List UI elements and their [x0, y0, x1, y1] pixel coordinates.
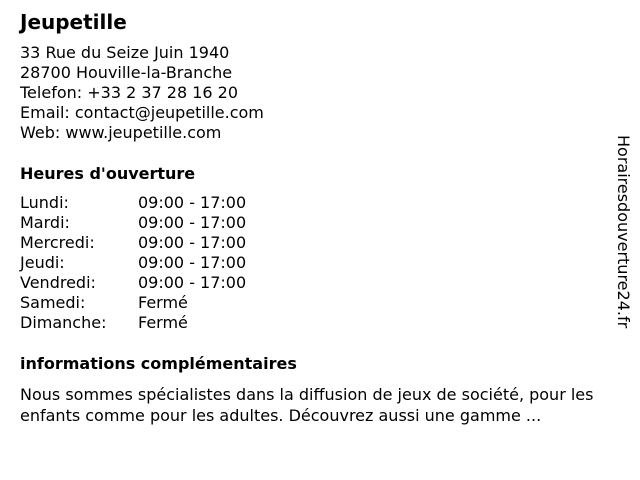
day-label: Jeudi: [20, 253, 65, 272]
day-label: Lundi: [20, 193, 69, 212]
email-line: Email: contact@jeupetille.com [20, 103, 264, 122]
day-label: Samedi: [20, 293, 86, 312]
hours-value: Fermé [138, 313, 188, 332]
day-label: Mardi: [20, 213, 70, 232]
day-label: Dimanche: [20, 313, 107, 332]
hours-value: 09:00 - 17:00 [138, 253, 247, 272]
hours-value: 09:00 - 17:00 [138, 193, 247, 212]
day-label: Mercredi: [20, 233, 95, 252]
hours-value: 09:00 - 17:00 [138, 273, 247, 292]
address-line-1: 33 Rue du Seize Juin 1940 [20, 43, 230, 62]
day-label: Vendredi: [20, 273, 96, 292]
opening-hours-heading: Heures d'ouverture [20, 164, 196, 183]
web-line: Web: www.jeupetille.com [20, 123, 222, 142]
additional-info-text: Nous sommes spécialistes dans la diffusion de jeux de société, pour les enfants comme pour les adultes. Découvrez aussi une gamme ... [20, 385, 594, 425]
business-name: Jeupetille [20, 10, 127, 34]
site-watermark: Horairesdouverture24.fr [614, 135, 633, 329]
hours-value: 09:00 - 17:00 [138, 233, 247, 252]
address-line-2: 28700 Houville-la-Branche [20, 63, 233, 82]
contact-block [20, 43, 264, 143]
additional-info-heading: informations complémentaires [20, 354, 297, 373]
hours-value: Fermé [138, 293, 188, 312]
phone-line: Telefon: +33 2 37 28 16 20 [20, 83, 239, 102]
hours-value: 09:00 - 17:00 [138, 213, 247, 232]
